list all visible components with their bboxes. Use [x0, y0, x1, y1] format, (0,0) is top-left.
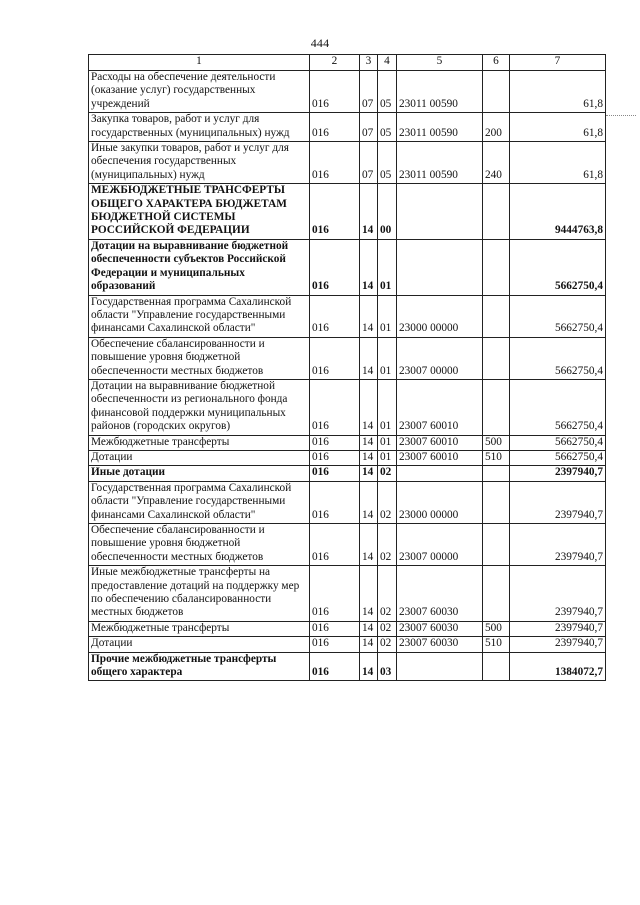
- row-gr-cell: 016: [310, 379, 360, 435]
- row-gr-cell: 016: [310, 337, 360, 379]
- row-rz-cell: 14: [360, 450, 378, 465]
- row-name-cell: Иные закупки товаров, работ и услуг для обеспечения государственных (муниципальных) нужд: [89, 142, 310, 184]
- row-gr-cell: 016: [310, 295, 360, 337]
- row-csr-cell: 23007 60010: [397, 379, 483, 435]
- row-csr-cell: [397, 466, 483, 481]
- row-amount-cell: 5662750,4: [510, 239, 606, 295]
- row-vr-cell: [483, 379, 510, 435]
- row-pr-cell: 02: [378, 621, 397, 636]
- row-gr-cell: 016: [310, 142, 360, 184]
- row-pr-cell: 02: [378, 466, 397, 481]
- column-number-6: 6: [483, 55, 510, 71]
- row-rz-cell: 14: [360, 524, 378, 566]
- row-pr-cell: 01: [378, 295, 397, 337]
- row-gr-cell: 016: [310, 184, 360, 240]
- row-gr-cell: 016: [310, 637, 360, 652]
- row-amount-cell: 2397940,7: [510, 621, 606, 636]
- row-amount-cell: 5662750,4: [510, 379, 606, 435]
- table-row: [89, 337, 606, 379]
- row-gr-cell: 016: [310, 239, 360, 295]
- row-amount-cell: 2397940,7: [510, 566, 606, 622]
- row-csr-cell: 23007 60030: [397, 566, 483, 622]
- row-name-cell: Обеспечение сбалансированности и повышение уровня бюджетной обеспеченности местных бюджетов: [89, 337, 310, 379]
- row-amount-cell: 5662750,4: [510, 295, 606, 337]
- row-name-cell: Расходы на обеспечение деятельности (оказание услуг) государственных учреждений: [89, 71, 310, 113]
- row-pr-cell: 02: [378, 481, 397, 523]
- row-csr-cell: 23011 00590: [397, 71, 483, 113]
- row-vr-cell: [483, 295, 510, 337]
- row-rz-cell: 14: [360, 379, 378, 435]
- table-row: [89, 295, 606, 337]
- row-name-cell: МЕЖБЮДЖЕТНЫЕ ТРАНСФЕРТЫ ОБЩЕГО ХАРАКТЕРА БЮДЖЕТАМ БЮДЖЕТНОЙ СИСТЕМЫ РОССИЙСКОЙ ФЕДЕРАЦИИ: [89, 184, 310, 240]
- row-name-cell: Иные межбюджетные трансферты на предоставление дотаций на поддержку мер по обеспечению сбалансированности местных бюджетов: [89, 566, 310, 622]
- column-number-3: 3: [360, 55, 378, 71]
- row-csr-cell: [397, 239, 483, 295]
- column-number-1: 1: [89, 55, 310, 71]
- row-gr-cell: 016: [310, 466, 360, 481]
- row-csr-cell: 23000 00000: [397, 295, 483, 337]
- row-amount-cell: 61,8: [510, 113, 606, 142]
- row-pr-cell: 02: [378, 524, 397, 566]
- row-csr-cell: 23007 60030: [397, 621, 483, 636]
- table-row: [89, 637, 606, 652]
- row-csr-cell: [397, 652, 483, 681]
- scan-mark: [606, 115, 636, 116]
- row-gr-cell: 016: [310, 113, 360, 142]
- row-amount-cell: 2397940,7: [510, 481, 606, 523]
- row-vr-cell: [483, 524, 510, 566]
- row-name-cell: Дотации на выравнивание бюджетной обеспеченности из регионального фонда финансовой поддержки муниципальных районов (городских округов): [89, 379, 310, 435]
- table-row: [89, 450, 606, 465]
- row-csr-cell: [397, 184, 483, 240]
- row-amount-cell: 5662750,4: [510, 337, 606, 379]
- row-amount-cell: 2397940,7: [510, 524, 606, 566]
- row-pr-cell: 01: [378, 435, 397, 450]
- row-amount-cell: 5662750,4: [510, 450, 606, 465]
- row-gr-cell: 016: [310, 524, 360, 566]
- row-name-cell: Межбюджетные трансферты: [89, 435, 310, 450]
- row-rz-cell: 14: [360, 481, 378, 523]
- row-rz-cell: 14: [360, 466, 378, 481]
- row-vr-cell: [483, 481, 510, 523]
- table-row: [89, 239, 606, 295]
- table-row: [89, 481, 606, 523]
- row-rz-cell: 14: [360, 295, 378, 337]
- row-rz-cell: 14: [360, 184, 378, 240]
- row-gr-cell: 016: [310, 435, 360, 450]
- row-csr-cell: 23000 00000: [397, 481, 483, 523]
- row-name-cell: Иные дотации: [89, 466, 310, 481]
- row-name-cell: Государственная программа Сахалинской области "Управление государственными финансами Сахалинской области": [89, 295, 310, 337]
- row-rz-cell: 14: [360, 637, 378, 652]
- budget-table: [88, 54, 606, 681]
- row-rz-cell: 14: [360, 652, 378, 681]
- table-row: [89, 184, 606, 240]
- column-number-row: [89, 55, 606, 71]
- column-number-4: 4: [378, 55, 397, 71]
- row-pr-cell: 01: [378, 239, 397, 295]
- page-number: 444: [310, 36, 330, 50]
- table-row: [89, 466, 606, 481]
- row-name-cell: Обеспечение сбалансированности и повышение уровня бюджетной обеспеченности местных бюджетов: [89, 524, 310, 566]
- table-row: [89, 379, 606, 435]
- row-csr-cell: 23007 60010: [397, 450, 483, 465]
- row-csr-cell: 23007 00000: [397, 524, 483, 566]
- row-name-cell: Прочие межбюджетные трансферты общего характера: [89, 652, 310, 681]
- row-rz-cell: 14: [360, 239, 378, 295]
- column-number-5: 5: [397, 55, 483, 71]
- table-row: [89, 524, 606, 566]
- row-name-cell: Межбюджетные трансферты: [89, 621, 310, 636]
- row-rz-cell: 14: [360, 621, 378, 636]
- row-gr-cell: 016: [310, 652, 360, 681]
- row-amount-cell: 2397940,7: [510, 466, 606, 481]
- row-pr-cell: 02: [378, 566, 397, 622]
- row-vr-cell: 510: [483, 450, 510, 465]
- column-number-2: 2: [310, 55, 360, 71]
- row-csr-cell: 23011 00590: [397, 113, 483, 142]
- row-name-cell: Закупка товаров, работ и услуг для государственных (муниципальных) нужд: [89, 113, 310, 142]
- row-pr-cell: 01: [378, 337, 397, 379]
- row-amount-cell: 61,8: [510, 71, 606, 113]
- row-pr-cell: 00: [378, 184, 397, 240]
- row-name-cell: Дотации на выравнивание бюджетной обеспеченности субъектов Российской Федерации и муниципальных образований: [89, 239, 310, 295]
- row-amount-cell: 5662750,4: [510, 435, 606, 450]
- table-row: [89, 566, 606, 622]
- row-gr-cell: 016: [310, 450, 360, 465]
- table-body: [89, 71, 606, 681]
- row-amount-cell: 61,8: [510, 142, 606, 184]
- table-row: [89, 71, 606, 113]
- row-gr-cell: 016: [310, 621, 360, 636]
- table-row: [89, 142, 606, 184]
- row-rz-cell: 14: [360, 566, 378, 622]
- row-rz-cell: 07: [360, 71, 378, 113]
- row-pr-cell: 01: [378, 379, 397, 435]
- row-vr-cell: 500: [483, 435, 510, 450]
- row-amount-cell: 1384072,7: [510, 652, 606, 681]
- row-gr-cell: 016: [310, 71, 360, 113]
- table-row: [89, 621, 606, 636]
- row-pr-cell: 02: [378, 637, 397, 652]
- row-csr-cell: 23007 00000: [397, 337, 483, 379]
- row-csr-cell: 23011 00590: [397, 142, 483, 184]
- row-vr-cell: [483, 652, 510, 681]
- table-row: [89, 435, 606, 450]
- row-vr-cell: 200: [483, 113, 510, 142]
- row-pr-cell: 05: [378, 113, 397, 142]
- row-csr-cell: 23007 60010: [397, 435, 483, 450]
- row-vr-cell: [483, 184, 510, 240]
- row-vr-cell: 510: [483, 637, 510, 652]
- row-vr-cell: [483, 337, 510, 379]
- row-vr-cell: [483, 566, 510, 622]
- row-vr-cell: [483, 466, 510, 481]
- row-csr-cell: 23007 60030: [397, 637, 483, 652]
- row-gr-cell: 016: [310, 566, 360, 622]
- row-amount-cell: 2397940,7: [510, 637, 606, 652]
- row-rz-cell: 07: [360, 113, 378, 142]
- row-pr-cell: 03: [378, 652, 397, 681]
- row-pr-cell: 05: [378, 142, 397, 184]
- row-rz-cell: 14: [360, 435, 378, 450]
- row-pr-cell: 01: [378, 450, 397, 465]
- row-vr-cell: 240: [483, 142, 510, 184]
- row-amount-cell: 9444763,8: [510, 184, 606, 240]
- row-vr-cell: 500: [483, 621, 510, 636]
- row-pr-cell: 05: [378, 71, 397, 113]
- row-name-cell: Дотации: [89, 637, 310, 652]
- row-rz-cell: 07: [360, 142, 378, 184]
- row-rz-cell: 14: [360, 337, 378, 379]
- row-name-cell: Дотации: [89, 450, 310, 465]
- table-row: [89, 113, 606, 142]
- table-row: [89, 652, 606, 681]
- row-gr-cell: 016: [310, 481, 360, 523]
- row-vr-cell: [483, 239, 510, 295]
- row-vr-cell: [483, 71, 510, 113]
- row-name-cell: Государственная программа Сахалинской области "Управление государственными финансами Сахалинской области": [89, 481, 310, 523]
- column-number-7: 7: [510, 55, 606, 71]
